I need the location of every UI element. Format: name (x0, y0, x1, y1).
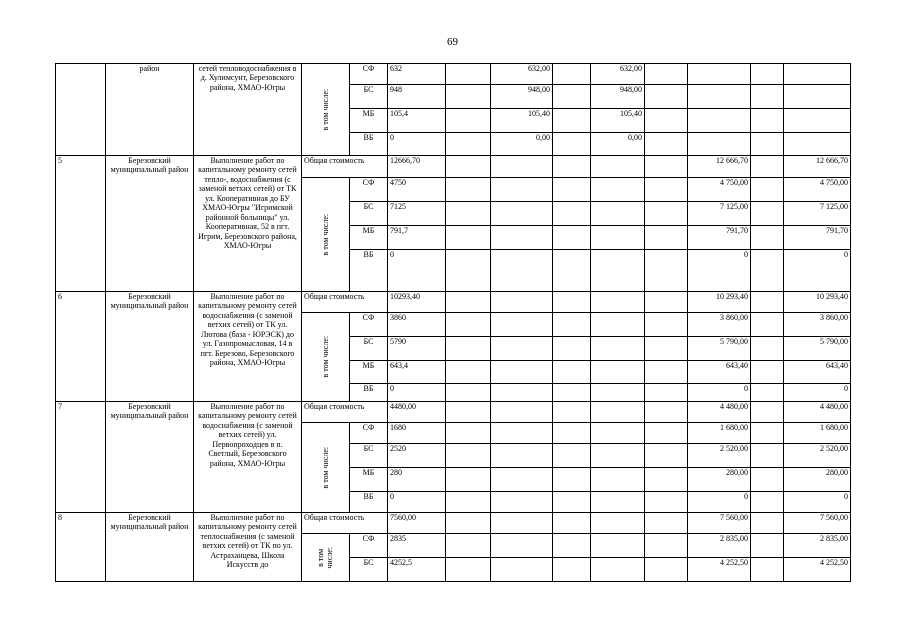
description-cell: Выполнение работ по капитальному ремонту сетей водоснабжения (с заменой ветхих сетей) ул. Первопроходцев в п. Светлый, Березовского района, ХМАО-Югры (194, 402, 302, 513)
source-value: 3 860,00 (688, 313, 751, 337)
source-value: 2520 (388, 444, 446, 468)
source-value: 5 790,00 (784, 337, 851, 361)
source-code: БС (350, 337, 388, 361)
source-value: 791,70 (688, 226, 751, 250)
row-number (56, 64, 106, 156)
source-value: 0,00 (491, 133, 553, 156)
source-value: 2 835,00 (688, 534, 751, 558)
row-number: 5 (56, 156, 106, 292)
page-number: 69 (447, 36, 458, 48)
total-cost-value: 4480,00 (388, 402, 446, 423)
source-code: МБ (350, 109, 388, 133)
source-code: ВБ (350, 492, 388, 513)
source-value: 0 (388, 492, 446, 513)
source-value: 4750 (388, 178, 446, 202)
source-code: СФ (350, 423, 388, 444)
district-cell: Березовский муниципальный район (106, 513, 194, 582)
total-cost-value: 10 293,40 (688, 292, 751, 313)
total-cost-value: 7560,00 (388, 513, 446, 534)
district-cell: район (106, 64, 194, 156)
source-value: 948,00 (491, 85, 553, 109)
table-row (56, 292, 851, 313)
row-number: 7 (56, 402, 106, 513)
description-cell: Выполнение работ по капитальному ремонту сетей тепло-, водоснабжения (с заменой ветхих сетей) от ТК ул. Кооперативная до БУ ХМАО-Югры "Игримской районной больницы" ул. Кооперативная, 52 в пгт. Игрим, Березовского района, ХМАО-Югры (194, 156, 302, 292)
source-value: 1680 (388, 423, 446, 444)
total-cost-label: Общая стоимость (302, 402, 388, 423)
source-code: СФ (350, 313, 388, 337)
source-code: ВБ (350, 250, 388, 292)
source-value: 0 (784, 492, 851, 513)
table-row (56, 513, 851, 534)
source-value: 643,40 (784, 361, 851, 384)
table-row (56, 64, 851, 85)
total-cost-label: Общая стоимость (302, 156, 388, 178)
source-value: 0 (688, 384, 751, 402)
funding-table (55, 63, 851, 582)
in-total-label: в том числе: (302, 178, 350, 292)
source-value: 0 (784, 250, 851, 292)
source-value: 4252,5 (388, 558, 446, 582)
source-value: 3 860,00 (784, 313, 851, 337)
source-value: 4 750,00 (688, 178, 751, 202)
source-code: ВБ (350, 133, 388, 156)
source-value (784, 109, 851, 133)
source-value: 280,00 (784, 468, 851, 492)
table-row (56, 402, 851, 423)
source-value: 105,40 (491, 109, 553, 133)
source-value: 2 835,00 (784, 534, 851, 558)
total-cost-value: 4 480,00 (784, 402, 851, 423)
source-code: БС (350, 85, 388, 109)
source-value (688, 133, 751, 156)
source-value: 4 750,00 (784, 178, 851, 202)
source-value: 0 (688, 250, 751, 292)
source-code: СФ (350, 64, 388, 85)
source-value (688, 64, 751, 85)
source-value: 791,7 (388, 226, 446, 250)
total-cost-value: 10293,40 (388, 292, 446, 313)
source-code: СФ (350, 534, 388, 558)
source-code: ВБ (350, 384, 388, 402)
total-cost-value: 4 480,00 (688, 402, 751, 423)
source-value (784, 133, 851, 156)
source-value: 2835 (388, 534, 446, 558)
source-code: МБ (350, 468, 388, 492)
source-value (784, 85, 851, 109)
in-total-label: в том числе: (302, 64, 350, 156)
source-value: 5790 (388, 337, 446, 361)
source-value: 7 125,00 (688, 202, 751, 226)
row-number: 8 (56, 513, 106, 582)
source-code: МБ (350, 361, 388, 384)
source-value: 105,40 (591, 109, 645, 133)
description-cell: сетей тепловодоснабжения в д. Хулимсунт, Березовского района, ХМАО-Югры (194, 64, 302, 156)
source-code: БС (350, 202, 388, 226)
source-value: 105,4 (388, 109, 446, 133)
row-number: 6 (56, 292, 106, 402)
source-value: 2 520,00 (784, 444, 851, 468)
total-cost-value: 12 666,70 (688, 156, 751, 178)
description-cell: Выполнение работ по капитальному ремонту сетей водоснабжения (с заменой ветхих сетей) от ТК ул. Лютова (база - ЮРЭСК) до ул. Газопромысловая, 14 в пгт. Березово, Березовского района, ХМАО-Югры (194, 292, 302, 402)
in-total-label: в том числе: (302, 313, 350, 402)
source-code: СФ (350, 178, 388, 202)
total-cost-value: 12666,70 (388, 156, 446, 178)
description-cell: Выполнение работ по капитальному ремонту сетей теплоснабжения (с заменой ветхих сетей) от ТК по ул. Астраханцева, Школа Искусств до (194, 513, 302, 582)
district-cell: Березовский муниципальный район (106, 402, 194, 513)
source-value: 632,00 (491, 64, 553, 85)
source-value: 0 (388, 250, 446, 292)
source-value: 1 680,00 (784, 423, 851, 444)
district-cell: Березовский муниципальный район (106, 156, 194, 292)
source-value: 7125 (388, 202, 446, 226)
source-code: БС (350, 444, 388, 468)
source-value: 0 (388, 384, 446, 402)
source-code: БС (350, 558, 388, 582)
source-value: 4 252,50 (784, 558, 851, 582)
source-value: 948,00 (591, 85, 645, 109)
total-cost-value: 7 560,00 (688, 513, 751, 534)
source-value: 948 (388, 85, 446, 109)
table-row (56, 156, 851, 178)
source-value: 0 (388, 133, 446, 156)
source-value: 7 125,00 (784, 202, 851, 226)
source-value: 3860 (388, 313, 446, 337)
total-cost-value: 7 560,00 (784, 513, 851, 534)
source-value: 5 790,00 (688, 337, 751, 361)
source-value: 1 680,00 (688, 423, 751, 444)
total-cost-label: Общая стоимость (302, 513, 388, 534)
in-total-label: в том числе: (302, 423, 350, 513)
source-value: 632 (388, 64, 446, 85)
source-value (784, 64, 851, 85)
total-cost-value: 12 666,70 (784, 156, 851, 178)
source-value: 0 (688, 492, 751, 513)
source-value: 4 252,50 (688, 558, 751, 582)
source-value: 280 (388, 468, 446, 492)
source-value: 643,4 (388, 361, 446, 384)
source-value: 791,70 (784, 226, 851, 250)
source-value (688, 109, 751, 133)
total-cost-label: Общая стоимость (302, 292, 388, 313)
source-value: 0 (784, 384, 851, 402)
source-value: 643,40 (688, 361, 751, 384)
source-value (688, 85, 751, 109)
total-cost-value: 10 293,40 (784, 292, 851, 313)
source-value: 632,00 (591, 64, 645, 85)
district-cell: Березовский муниципальный район (106, 292, 194, 402)
source-value: 2 520,00 (688, 444, 751, 468)
source-value: 280,00 (688, 468, 751, 492)
source-value: 0,00 (591, 133, 645, 156)
source-code: МБ (350, 226, 388, 250)
in-total-label: в том числе: (302, 534, 350, 582)
